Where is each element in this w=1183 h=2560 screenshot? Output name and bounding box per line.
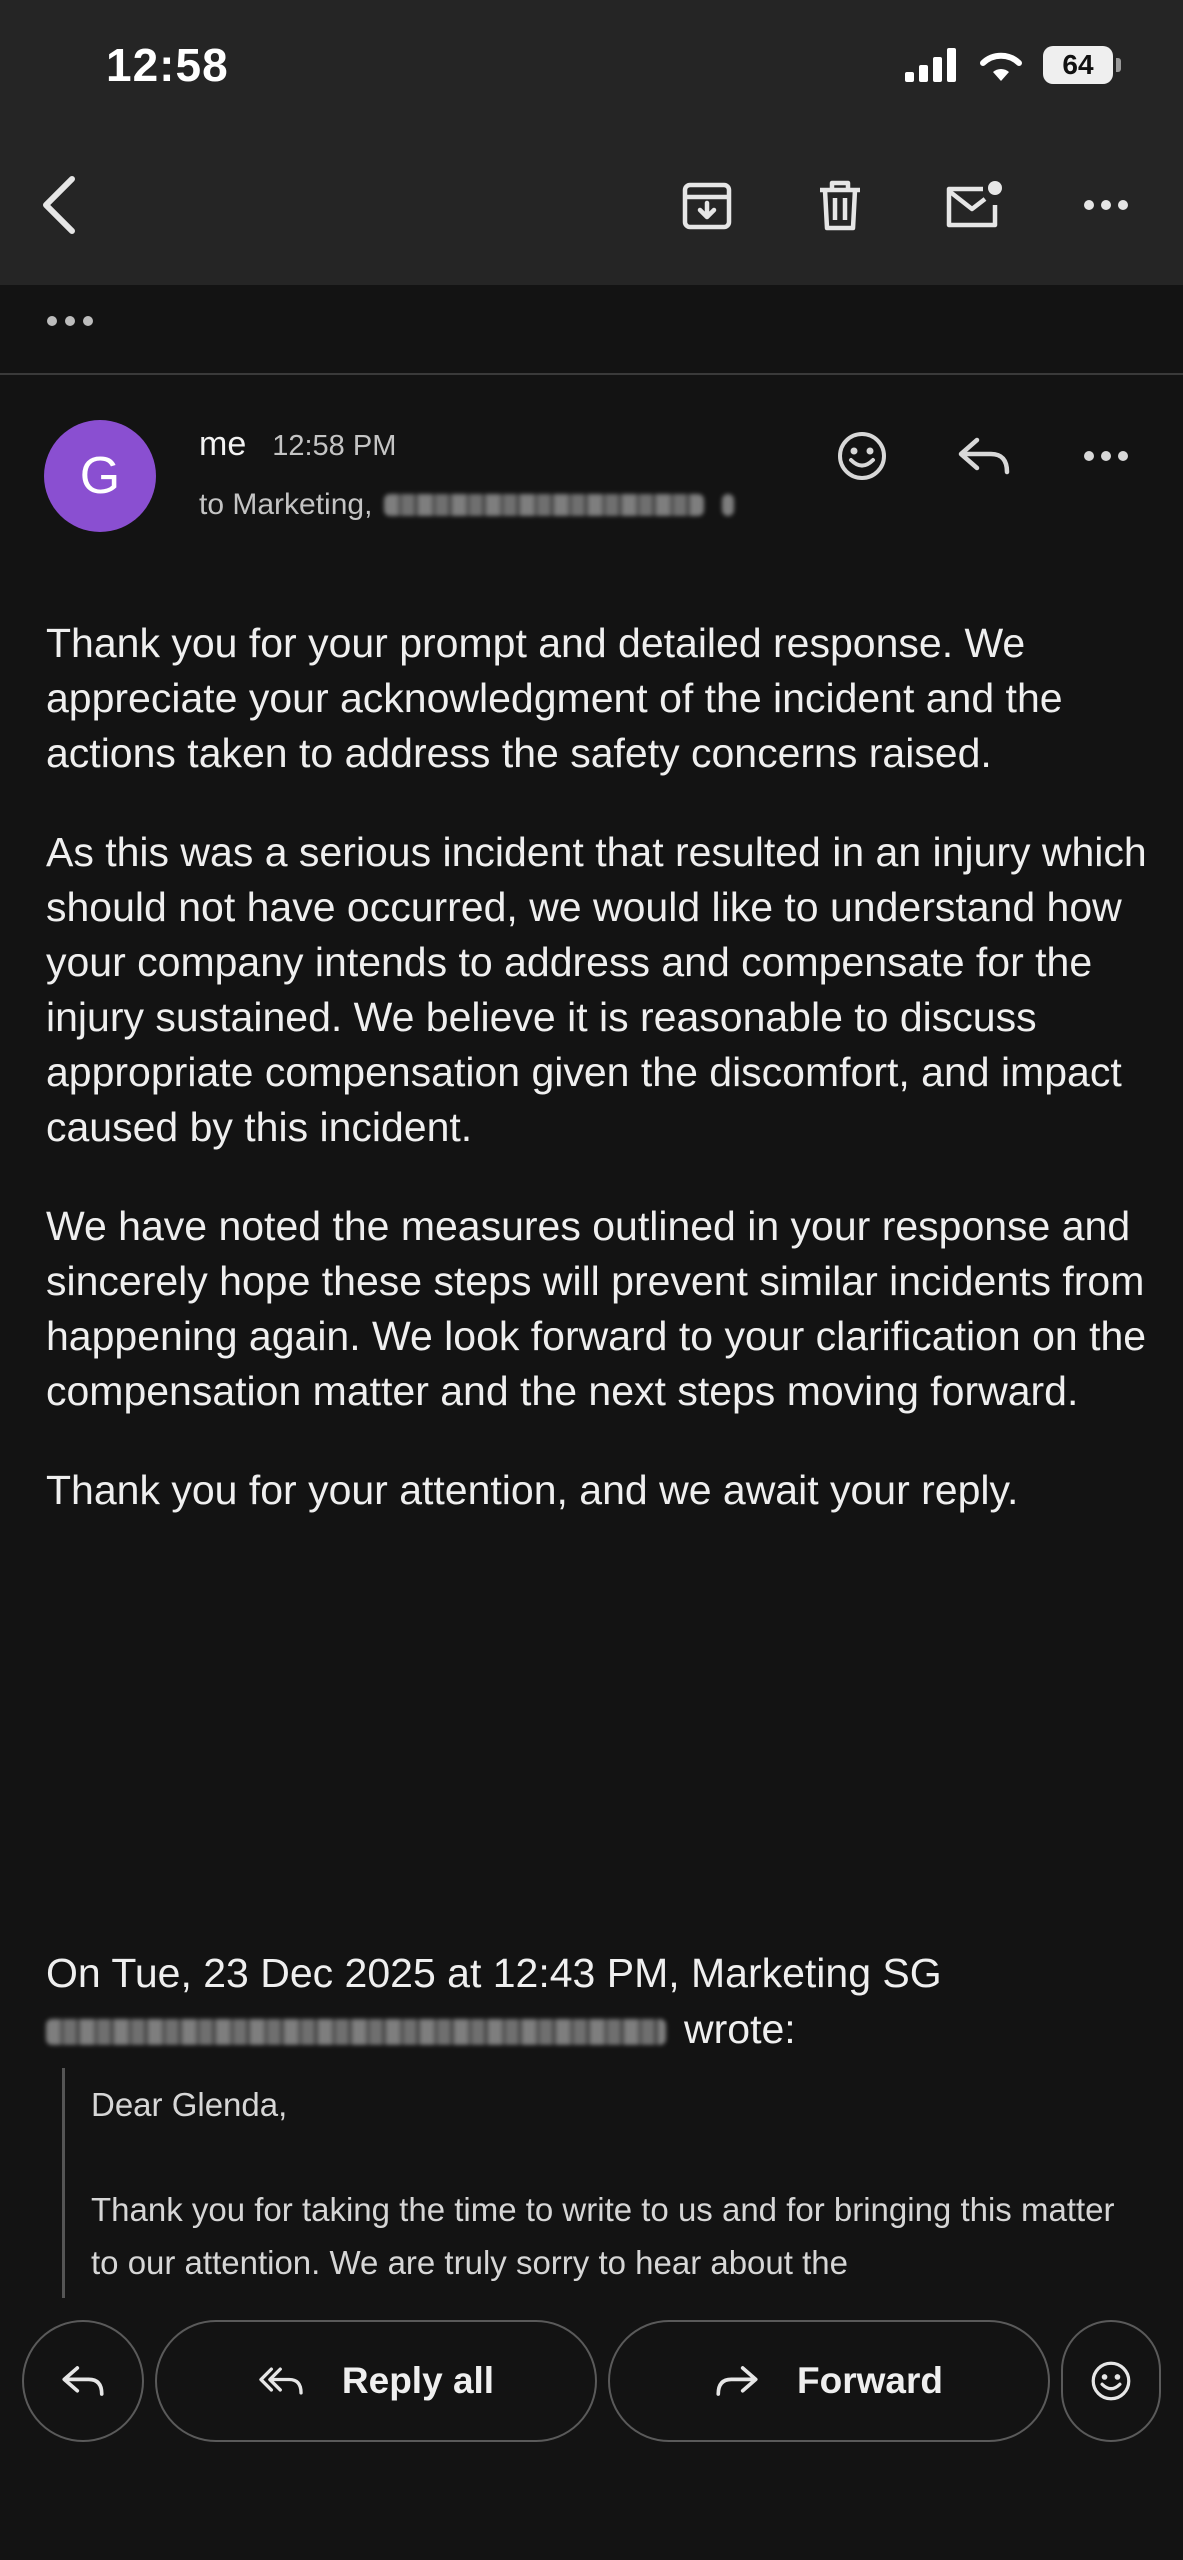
back-button[interactable] <box>25 170 95 240</box>
react-button[interactable] <box>824 418 900 494</box>
reply-all-label: Reply all <box>341 2360 495 2401</box>
forward-label: Forward <box>797 2360 943 2401</box>
body-paragraph: Thank you for your attention, and we await your reply. <box>46 1467 1019 1513</box>
reply-icon <box>61 2364 105 2398</box>
quote-intro: On Tue, 23 Dec 2025 at 12:43 PM, Marketing SG <box>46 1950 942 1996</box>
quoted-message <box>62 2068 1142 2298</box>
reply-icon <box>957 436 1011 476</box>
mark-unread-button[interactable] <box>939 170 1009 240</box>
back-arrow-icon <box>38 175 82 235</box>
battery-icon <box>1043 46 1113 84</box>
reply-all-button[interactable] <box>155 2320 597 2442</box>
wifi-icon <box>977 47 1025 83</box>
body-paragraph: As this was a serious incident that resulted in an injury which should not have occurred, we would like to understand how your company intends to address and compensate for the injury sustained. We believe it is reasonable to discuss appropriate compensation given the discomfort, and impact caused by this incident. <box>46 829 1147 1150</box>
message-more-button[interactable] <box>1068 418 1144 494</box>
signal-icon <box>905 48 959 82</box>
sender-name: me <box>199 425 247 463</box>
body-paragraph: Thank you for your prompt and detailed response. We appreciate your acknowledgment of the incident and the actions taken to address the safety concerns raised. <box>46 620 1063 776</box>
forward-icon <box>715 2364 759 2398</box>
react-button-bottom[interactable] <box>1061 2320 1161 2442</box>
forward-button[interactable] <box>608 2320 1050 2442</box>
redacted-sender-email <box>46 2019 666 2045</box>
more-options-icon <box>1083 450 1129 462</box>
quoted-greeting: Dear Glenda, <box>91 2086 288 2123</box>
sent-time: 12:58 PM <box>272 430 397 462</box>
mark-unread-icon <box>945 179 1003 231</box>
reply-button-bottom[interactable] <box>22 2320 144 2442</box>
status-indicators <box>905 44 1113 86</box>
emoji-icon <box>836 430 888 482</box>
delete-icon <box>816 178 864 232</box>
reply-all-icon <box>258 2364 304 2398</box>
sender-line <box>199 425 396 464</box>
battery-level: 64 <box>1062 49 1094 80</box>
emoji-icon <box>1090 2360 1132 2402</box>
quoted-text: Thank you for taking the time to write to us and for bringing this matter to our attention. We are truly sorry to hear about the <box>91 2191 1115 2281</box>
quote-attribution <box>46 1945 1156 2057</box>
more-options-icon <box>1083 199 1129 211</box>
recipients-line[interactable] <box>199 488 734 522</box>
delete-button[interactable] <box>805 170 875 240</box>
ellipsis-icon <box>46 315 94 327</box>
top-bar <box>0 0 1183 285</box>
message-body <box>46 616 1156 1562</box>
recipients-prefix: to Marketing, <box>199 488 373 521</box>
avatar[interactable]: G <box>44 420 156 532</box>
collapsed-messages[interactable] <box>0 285 1183 375</box>
redacted-recipients <box>384 494 704 516</box>
more-options-button[interactable] <box>1071 170 1141 240</box>
body-paragraph: We have noted the measures outlined in your response and sincerely hope these steps will prevent similar incidents from happening again. We look forward to your clarification on the compensation matter and the next steps moving forward. <box>46 1203 1147 1414</box>
archive-icon <box>681 179 733 231</box>
quote-wrote: wrote: <box>684 2006 796 2052</box>
archive-button[interactable] <box>672 170 742 240</box>
redacted-recipients-tail <box>722 494 734 516</box>
reply-button[interactable] <box>946 418 1022 494</box>
status-time: 12:58 <box>106 39 229 91</box>
